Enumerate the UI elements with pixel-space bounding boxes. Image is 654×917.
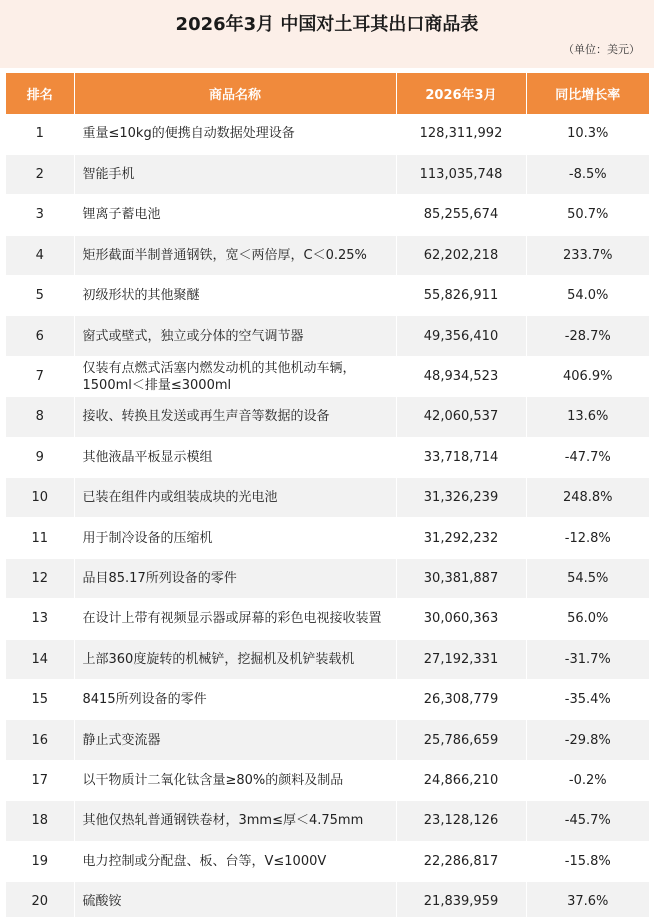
yoy-cell: -28.7% bbox=[564, 328, 611, 344]
name-cell: 矩形截面半制普通钢铁，宽＜两倍厚，C＜0.25% bbox=[74, 235, 396, 275]
name-cell: 电力控制或分配盘、板、台等，V≤1000V bbox=[74, 841, 396, 881]
value-cell: 62,202,218 bbox=[396, 235, 526, 275]
rank-cell: 14 bbox=[6, 639, 74, 679]
rank-cell: 20 bbox=[6, 881, 74, 917]
value-cell: 55,826,911 bbox=[396, 276, 526, 316]
yoy-cell: 248.8% bbox=[562, 490, 613, 506]
rank-cell: 5 bbox=[6, 276, 74, 316]
name-cell: 静止式变流器 bbox=[74, 720, 396, 760]
name-cell: 初级形状的其他聚醚 bbox=[74, 276, 396, 316]
title-banner bbox=[0, 0, 654, 68]
rank-cell: 12 bbox=[6, 558, 74, 598]
table-row bbox=[6, 801, 649, 841]
yoy-cell: 13.6% bbox=[567, 409, 609, 425]
table-row bbox=[6, 235, 649, 275]
name-cell: 品目85.17所列设备的零件 bbox=[74, 558, 396, 598]
value-cell: 49,356,410 bbox=[396, 316, 526, 356]
table-header bbox=[6, 73, 649, 114]
header-row bbox=[6, 73, 649, 114]
table-row bbox=[6, 881, 649, 917]
name-cell: 其他仅热轧普通钢铁卷材，3mm≤厚＜4.75mm bbox=[74, 801, 396, 841]
value-cell: 48,934,523 bbox=[396, 356, 526, 396]
yoy-cell: -35.4% bbox=[564, 692, 611, 708]
value-cell: 85,255,674 bbox=[396, 195, 526, 235]
rank-cell: 7 bbox=[6, 356, 74, 396]
name-cell: 8415所列设备的零件 bbox=[74, 679, 396, 719]
name-cell: 用于制冷设备的压缩机 bbox=[74, 518, 396, 558]
name-cell: 以干物质计二氧化钛含量≥80%的颜料及制品 bbox=[74, 760, 396, 800]
value-cell: 33,718,714 bbox=[396, 437, 526, 477]
rank-cell: 15 bbox=[6, 679, 74, 719]
table-row bbox=[6, 841, 649, 881]
name-cell: 上部360度旋转的机械铲，挖掘机及机铲装载机 bbox=[74, 639, 396, 679]
rank-cell: 8 bbox=[6, 397, 74, 437]
table-row bbox=[6, 679, 649, 719]
table-row bbox=[6, 195, 649, 235]
table-row bbox=[6, 276, 649, 316]
yoy-cell: -31.7% bbox=[564, 651, 611, 667]
table-row bbox=[6, 437, 649, 477]
table-row bbox=[6, 518, 649, 558]
rank-cell: 13 bbox=[6, 599, 74, 639]
value-cell: 30,060,363 bbox=[396, 599, 526, 639]
value-cell: 25,786,659 bbox=[396, 720, 526, 760]
yoy-cell: -12.8% bbox=[564, 530, 611, 546]
export-commodity-table bbox=[6, 73, 649, 917]
table-row bbox=[6, 639, 649, 679]
yoy-cell: 10.3% bbox=[567, 126, 609, 142]
header-yoy: 同比增长率 bbox=[555, 88, 621, 103]
table-row bbox=[6, 114, 649, 154]
value-cell: 26,308,779 bbox=[396, 679, 526, 719]
value-cell: 24,866,210 bbox=[396, 760, 526, 800]
rank-cell: 1 bbox=[6, 114, 74, 154]
rank-cell: 2 bbox=[6, 154, 74, 194]
table-row bbox=[6, 397, 649, 437]
yoy-cell: 233.7% bbox=[562, 247, 613, 263]
yoy-cell: -47.7% bbox=[564, 449, 611, 465]
name-cell: 其他液晶平板显示模组 bbox=[74, 437, 396, 477]
value-cell: 27,192,331 bbox=[396, 639, 526, 679]
table-body bbox=[6, 114, 649, 917]
yoy-cell: 54.0% bbox=[567, 288, 609, 304]
unit-note: （单位：美元） bbox=[563, 43, 640, 56]
rank-cell: 19 bbox=[6, 841, 74, 881]
value-cell: 21,839,959 bbox=[396, 881, 526, 917]
table-row bbox=[6, 356, 649, 396]
rank-cell: 3 bbox=[6, 195, 74, 235]
name-cell: 窗式或壁式，独立或分体的空气调节器 bbox=[74, 316, 396, 356]
yoy-cell: -8.5% bbox=[568, 167, 607, 183]
table-row bbox=[6, 316, 649, 356]
header-name: 商品名称 bbox=[74, 73, 396, 114]
value-cell: 128,311,992 bbox=[396, 114, 526, 154]
name-cell: 接收、转换且发送或再生声音等数据的设备 bbox=[74, 397, 396, 437]
value-cell: 23,128,126 bbox=[396, 801, 526, 841]
name-cell: 仅装有点燃式活塞内燃发动机的其他机动车辆，1500ml＜排量≤3000ml bbox=[74, 356, 396, 396]
page-title: 2026年3月 中国对土耳其出口商品表 bbox=[175, 14, 479, 35]
name-cell: 重量≤10kg的便携自动数据处理设备 bbox=[74, 114, 396, 154]
value-cell: 113,035,748 bbox=[396, 154, 526, 194]
yoy-cell: -29.8% bbox=[564, 732, 611, 748]
rank-cell: 18 bbox=[6, 801, 74, 841]
value-cell: 30,381,887 bbox=[396, 558, 526, 598]
table-row bbox=[6, 558, 649, 598]
yoy-cell: -15.8% bbox=[564, 853, 611, 869]
value-cell: 31,292,232 bbox=[396, 518, 526, 558]
name-cell: 硫酸铵 bbox=[74, 881, 396, 917]
yoy-cell: 56.0% bbox=[567, 611, 609, 627]
rank-cell: 10 bbox=[6, 478, 74, 518]
value-cell: 22,286,817 bbox=[396, 841, 526, 881]
name-cell: 锂离子蓄电池 bbox=[74, 195, 396, 235]
yoy-cell: 54.5% bbox=[567, 570, 609, 586]
value-cell: 31,326,239 bbox=[396, 478, 526, 518]
yoy-cell: -45.7% bbox=[564, 813, 611, 829]
yoy-cell: -0.2% bbox=[568, 772, 607, 788]
header-value: 2026年3月 bbox=[396, 73, 526, 114]
rank-cell: 6 bbox=[6, 316, 74, 356]
yoy-cell: 37.6% bbox=[567, 894, 609, 910]
name-cell: 已装在组件内或组装成块的光电池 bbox=[74, 478, 396, 518]
rank-cell: 17 bbox=[6, 760, 74, 800]
rank-cell: 11 bbox=[6, 518, 74, 558]
yoy-cell: 406.9% bbox=[562, 369, 613, 385]
table-row bbox=[6, 760, 649, 800]
table-row bbox=[6, 720, 649, 760]
name-cell: 在设计上带有视频显示器或屏幕的彩色电视接收装置 bbox=[74, 599, 396, 639]
rank-cell: 16 bbox=[6, 720, 74, 760]
name-cell: 智能手机 bbox=[74, 154, 396, 194]
table-row bbox=[6, 478, 649, 518]
yoy-cell: 50.7% bbox=[567, 207, 609, 223]
table-row bbox=[6, 599, 649, 639]
rank-cell: 4 bbox=[6, 235, 74, 275]
header-rank: 排名 bbox=[6, 73, 74, 114]
rank-cell: 9 bbox=[6, 437, 74, 477]
value-cell: 42,060,537 bbox=[396, 397, 526, 437]
table-row bbox=[6, 154, 649, 194]
